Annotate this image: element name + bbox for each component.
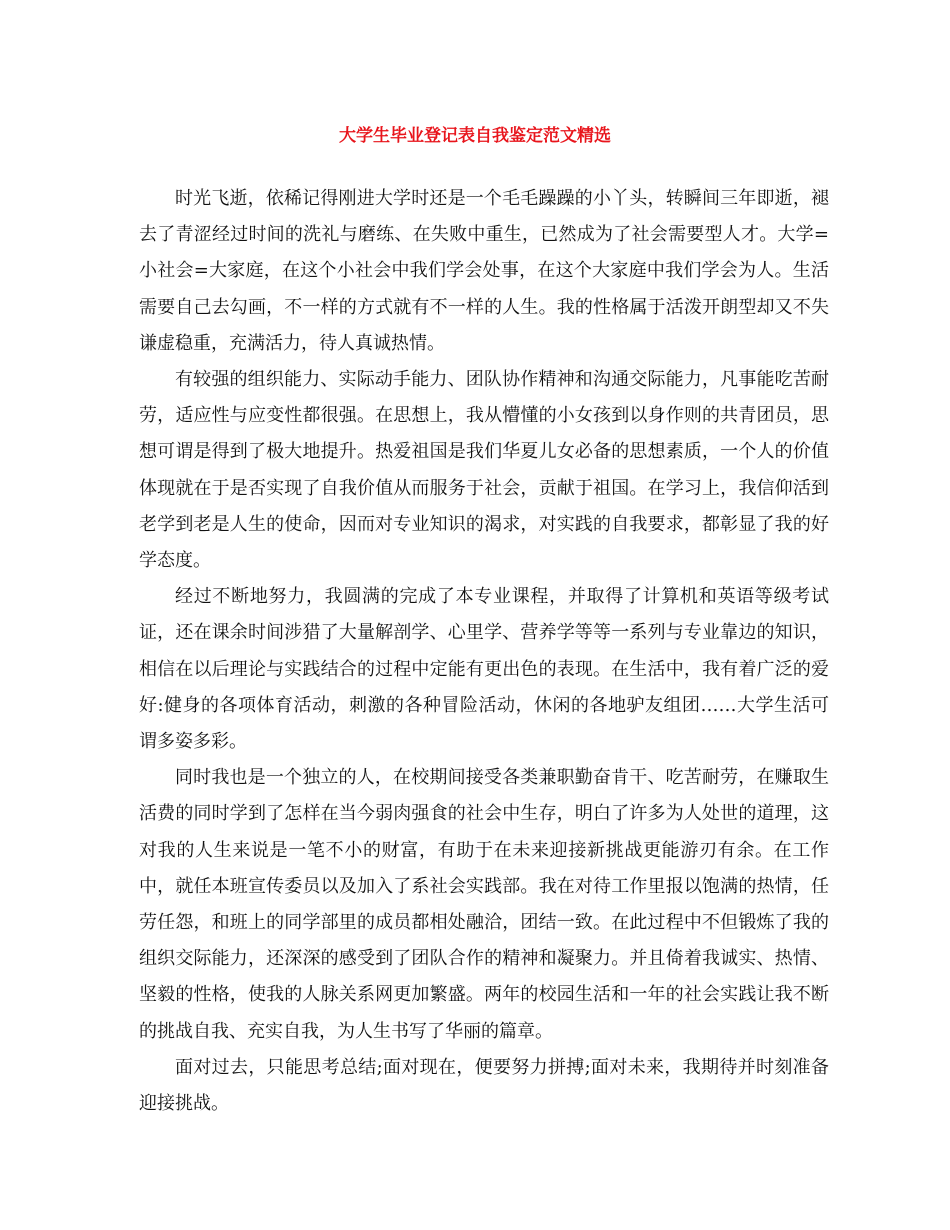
paragraph-abilities: 有较强的组织能力、实际动手能力、团队协作精神和沟通交际能力，凡事能吃苦耐劳，适应性与应变性都很强。在思想上，我从懵懂的小女孩到以身作则的共青团员，思想可谓是得到了极大地提升。热爱祖国是我们华夏儿女必备的思想素质，一个人的价值体现就在于是否实现了自我价值从而服务于社会，贡献于祖国。在学习上，我信仰活到老学到老是人生的使命，因而对专业知识的渴求，对实践的自我要求，都彰显了我的好学态度。	[139, 369, 829, 572]
paragraph-work: 同时我也是一个独立的人，在校期间接受各类兼职勤奋肯干、吃苦耐劳，在赚取生活费的同时学到了怎样在当今弱肉强食的社会中生存，明白了许多为人处世的道理，这对我的人生来说是一笔不小的财富，有助于在未来迎接新挑战更能游刃有余。在工作中，就任本班宣传委员以及加入了系社会实践部。我在对待工作里报以饱满的热情，任劳任怨，和班上的同学部里的成员都相处融洽，团结一致。在此过程中不但锻炼了我的组织交际能力，还深深的感受到了团队合作的精神和凝聚力。并且倚着我诚实、热情、坚毅的性格，使我的人脉关系网更加繁盛。两年的校园生活和一年的社会实践让我不断的挑战自我、充实自我，为人生书写了华丽的篇章。	[139, 767, 829, 1042]
document-title: 大学生毕业登记表自我鉴定范文精选	[339, 126, 611, 146]
paragraph-studies: 经过不断地努力，我圆满的完成了本专业课程，并取得了计算机和英语等级考试证，还在课余时间涉猎了大量解剖学、心里学、营养学等等一系列与专业靠边的知识，相信在以后理论与实践结合的过程中定能有更出色的表现。在生活中，我有着广泛的爱好:健身的各项体育活动，刺激的各种冒险活动，休闲的各地驴友组团……大学生活可谓多姿多彩。	[139, 586, 829, 753]
paragraph-conclusion: 面对过去，只能思考总结;面对现在，便要努力拼搏;面对未来，我期待并时刻准备迎接挑战。	[139, 1056, 829, 1115]
document-body	[139, 181, 829, 1122]
paragraph-intro: 时光飞逝，依稀记得刚进大学时还是一个毛毛躁躁的小丫头，转瞬间三年即逝，褪去了青涩经过时间的洗礼与磨练、在失败中重生，已然成为了社会需要型人才。大学=小社会=大家庭，在这个小社会中我们学会处事，在这个大家庭中我们学会为人。生活需要自己去勾画，不一样的方式就有不一样的人生。我的性格属于活泼开朗型却又不失谦虚稳重，充满活力，待人真诚热情。	[139, 188, 829, 354]
